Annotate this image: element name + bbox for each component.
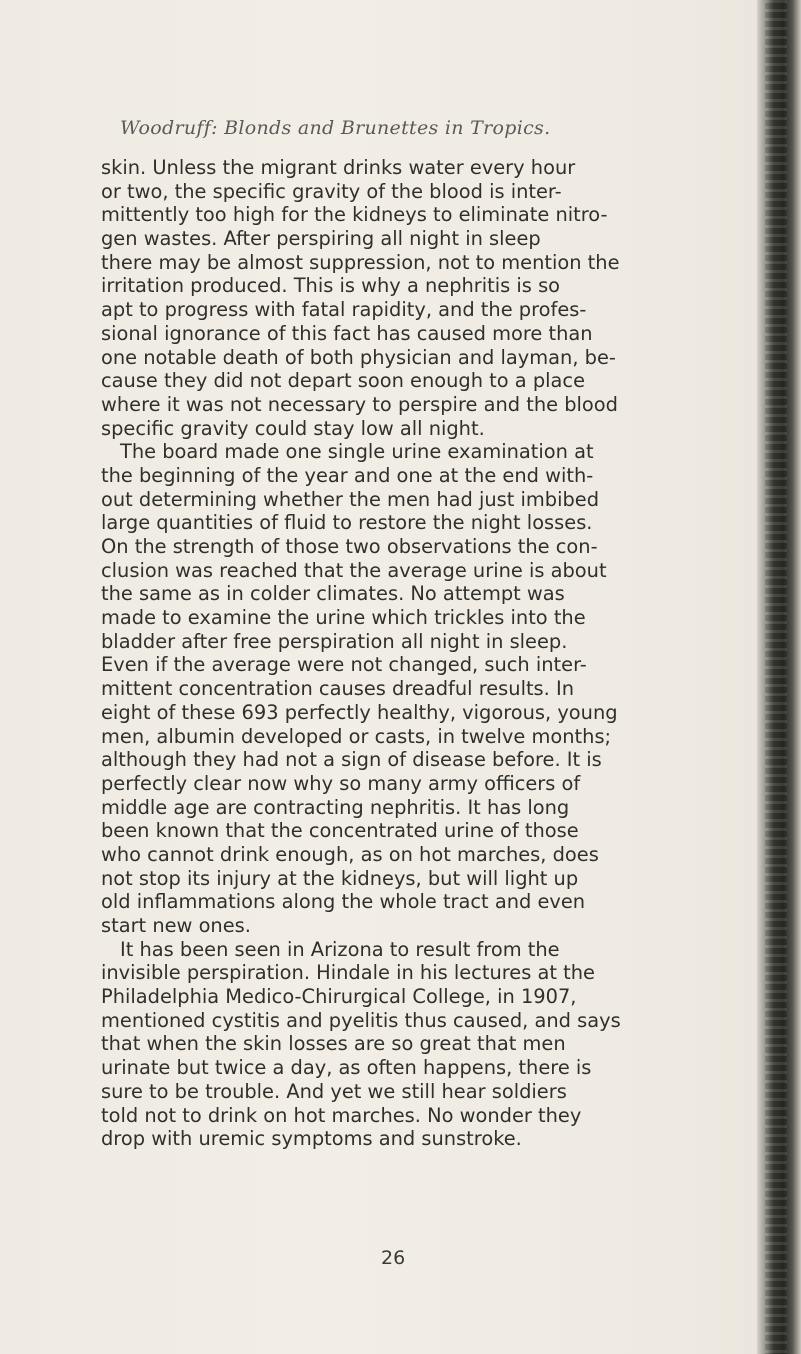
book-spine-edge: [757, 0, 801, 1354]
text-line: sure to be trouble. And yet we still hear soldiers: [101, 1079, 567, 1103]
text-line: mittently too high for the kidneys to eliminate nitro-: [101, 203, 608, 227]
text-line: mentioned cystitis and pyelitis thus caused, and says: [101, 1008, 621, 1032]
text-line: that when the skin losses are so great that men: [101, 1032, 566, 1056]
text-line: Philadelphia Medico-Chirurgical College, in 1907,: [101, 985, 577, 1009]
text-line: sional ignorance of this fact has caused more than: [101, 321, 593, 345]
text-line: or two, the specific gravity of the blood is inter-: [101, 179, 562, 203]
text-line: not stop its injury at the kidneys, but will light up: [101, 866, 579, 890]
text-line: although they had not a sign of disease before. It is: [101, 748, 602, 772]
text-line: perfectly clear now why so many army officers of: [101, 771, 581, 795]
text-line: urinate but twice a day, as often happens, there is: [101, 1056, 592, 1080]
text-line: invisible perspiration. Hindale in his lectures at the: [101, 961, 595, 985]
text-line: specific gravity could stay low all night.: [101, 416, 485, 440]
text-line: irritation produced. This is why a nephritis is so: [101, 274, 561, 298]
text-line: eight of these 693 perfectly healthy, vigorous, young: [101, 700, 618, 724]
text-line: On the strength of those two observations the con-: [101, 535, 598, 558]
paragraph-start-line: The board made one single urine examination at: [120, 440, 594, 464]
paragraph-start-line: It has been seen in Arizona to result from the: [120, 937, 560, 961]
text-line: the beginning of the year and one at the end with-: [101, 463, 594, 487]
text-line: apt to progress with fatal rapidity, and the profes-: [101, 298, 587, 322]
text-line: one notable death of both physician and layman, be-: [101, 345, 616, 369]
page-number: 26: [381, 1247, 406, 1269]
running-head: Woodruff: Blonds and Brunettes in Tropics.: [120, 117, 551, 139]
text-line: middle age are contracting nephritis. It has long: [101, 795, 570, 819]
body-text: [101, 156, 751, 1151]
text-line: mittent concentration causes dreadful results. In: [101, 677, 574, 701]
text-line: made to examine the urine which trickles into the: [101, 606, 586, 630]
text-line: bladder after free perspiration all night in sleep.: [101, 629, 568, 653]
text-line: skin. Unless the migrant drinks water every hour: [101, 156, 576, 179]
text-line: who cannot drink enough, as on hot marches, does: [101, 842, 599, 866]
text-line: cause they did not depart soon enough to a place: [101, 369, 586, 393]
text-line: out determining whether the men had just imbibed: [101, 487, 600, 511]
text-line: the same as in colder climates. No attempt was: [101, 582, 565, 606]
text-line: large quantities of fluid to restore the night losses.: [101, 511, 593, 535]
text-line: gen wastes. After perspiring all night in sleep: [101, 227, 541, 251]
text-line: there may be almost suppression, not to mention the: [101, 250, 620, 274]
text-line: old inflammations along the whole tract and even: [101, 890, 586, 914]
text-line: been known that the concentrated urine of those: [101, 819, 579, 843]
text-line: where it was not necessary to perspire and the blood: [101, 392, 618, 416]
text-line: drop with uremic symptoms and sunstroke.: [101, 1127, 522, 1151]
text-line: start new ones.: [101, 914, 251, 937]
text-line: clusion was reached that the average urine is about: [101, 558, 607, 582]
text-line: told not to drink on hot marches. No wonder they: [101, 1103, 582, 1127]
text-line: Even if the average were not changed, such inter-: [101, 653, 587, 677]
text-line: men, albumin developed or casts, in twelve months;: [101, 724, 612, 748]
